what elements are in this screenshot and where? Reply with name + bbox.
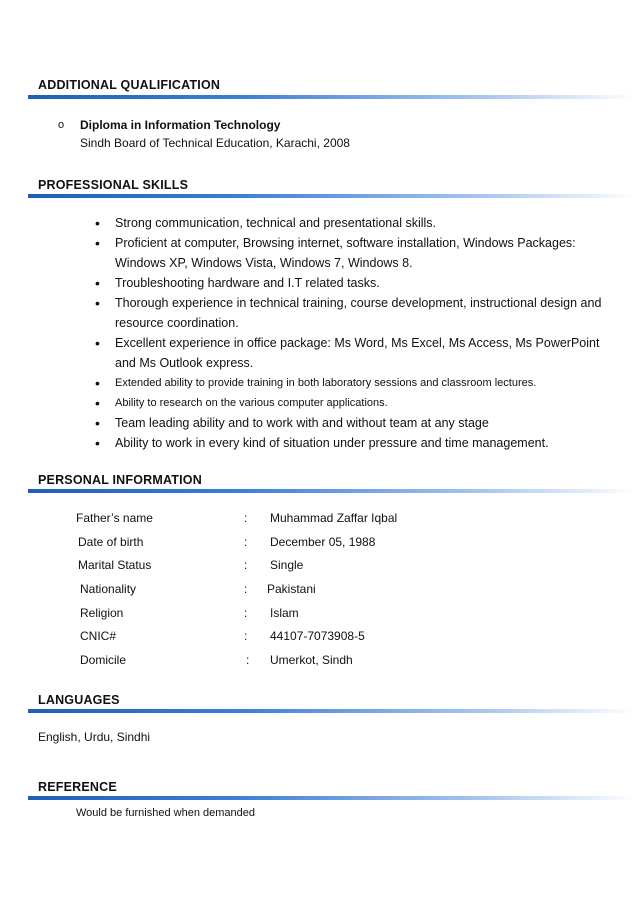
info-row-religion	[0, 606, 638, 628]
section-divider	[28, 796, 638, 800]
info-label: Marital Status	[78, 558, 152, 572]
info-separator: :	[244, 511, 248, 525]
professional-skills-heading: PROFESSIONAL SKILLS	[38, 178, 189, 192]
info-row-domicile	[0, 653, 638, 675]
skill-item: • Thorough experience in technical training, course development, instructional design and resource coordination.	[93, 293, 613, 333]
section-divider	[28, 194, 638, 198]
info-label: Nationality	[80, 582, 137, 596]
info-separator: :	[244, 629, 248, 643]
info-separator: :	[244, 582, 248, 596]
reference-heading: REFERENCE	[38, 780, 117, 794]
info-separator: :	[244, 535, 248, 549]
reference-text: Would be furnished when demanded	[76, 807, 255, 819]
info-value: Islam	[270, 606, 299, 620]
skill-item: • Proficient at computer, Browsing internet, software installation, Windows Packages: Windows XP, Windows Vista, Windows 7, Windows 8.	[93, 233, 613, 273]
qualification-entry	[58, 116, 350, 152]
languages-heading: LANGUAGES	[38, 693, 120, 707]
info-label: Religion	[80, 606, 124, 620]
skill-item: • Excellent experience in office package: Ms Word, Ms Excel, Ms Access, Ms PowerPoint and Ms Outlook express.	[93, 333, 613, 373]
info-value: Umerkot, Sindh	[270, 653, 353, 667]
qualification-detail: Sindh Board of Technical Education, Karachi, 2008	[80, 136, 350, 150]
skill-item: • Ability to work in every kind of situation under pressure and time management.	[93, 433, 613, 453]
personal-information-heading: PERSONAL INFORMATION	[38, 473, 202, 487]
info-label: Father’s name	[76, 511, 153, 525]
additional-qualification-heading: ADDITIONAL QUALIFICATION	[38, 78, 221, 92]
info-value: 44107-7073908-5	[270, 629, 365, 643]
skill-item: • Strong communication, technical and presentational skills.	[93, 213, 613, 233]
info-value: December 05, 1988	[270, 535, 376, 549]
skill-item: • Extended ability to provide training in both laboratory sessions and classroom lectures.	[93, 373, 613, 393]
circle-bullet-icon: o	[58, 119, 65, 131]
skills-list	[93, 213, 613, 453]
section-divider	[28, 95, 638, 99]
info-value: Muhammad Zaffar Iqbal	[270, 511, 398, 525]
info-row-father	[0, 511, 638, 533]
info-separator: :	[244, 558, 248, 572]
info-row-cnic	[0, 629, 638, 651]
info-row-nationality	[0, 582, 638, 604]
info-label: CNIC#	[80, 629, 117, 643]
info-label: Domicile	[80, 653, 127, 667]
info-value: Pakistani	[267, 582, 316, 596]
skill-item: • Ability to research on the various computer applications.	[93, 393, 613, 413]
info-row-dob	[0, 535, 638, 557]
info-label: Date of birth	[78, 535, 144, 549]
section-divider	[28, 709, 638, 713]
info-separator: :	[246, 653, 250, 667]
languages-text: English, Urdu, Sindhi	[38, 730, 151, 744]
info-row-marital	[0, 558, 638, 580]
skill-item: • Troubleshooting hardware and I.T related tasks.	[93, 273, 613, 293]
skill-item: • Team leading ability and to work with and without team at any stage	[93, 413, 613, 433]
info-separator: :	[244, 606, 248, 620]
info-value: Single	[270, 558, 304, 572]
section-divider	[28, 489, 638, 493]
qualification-title: Diploma in Information Technology	[80, 118, 281, 132]
